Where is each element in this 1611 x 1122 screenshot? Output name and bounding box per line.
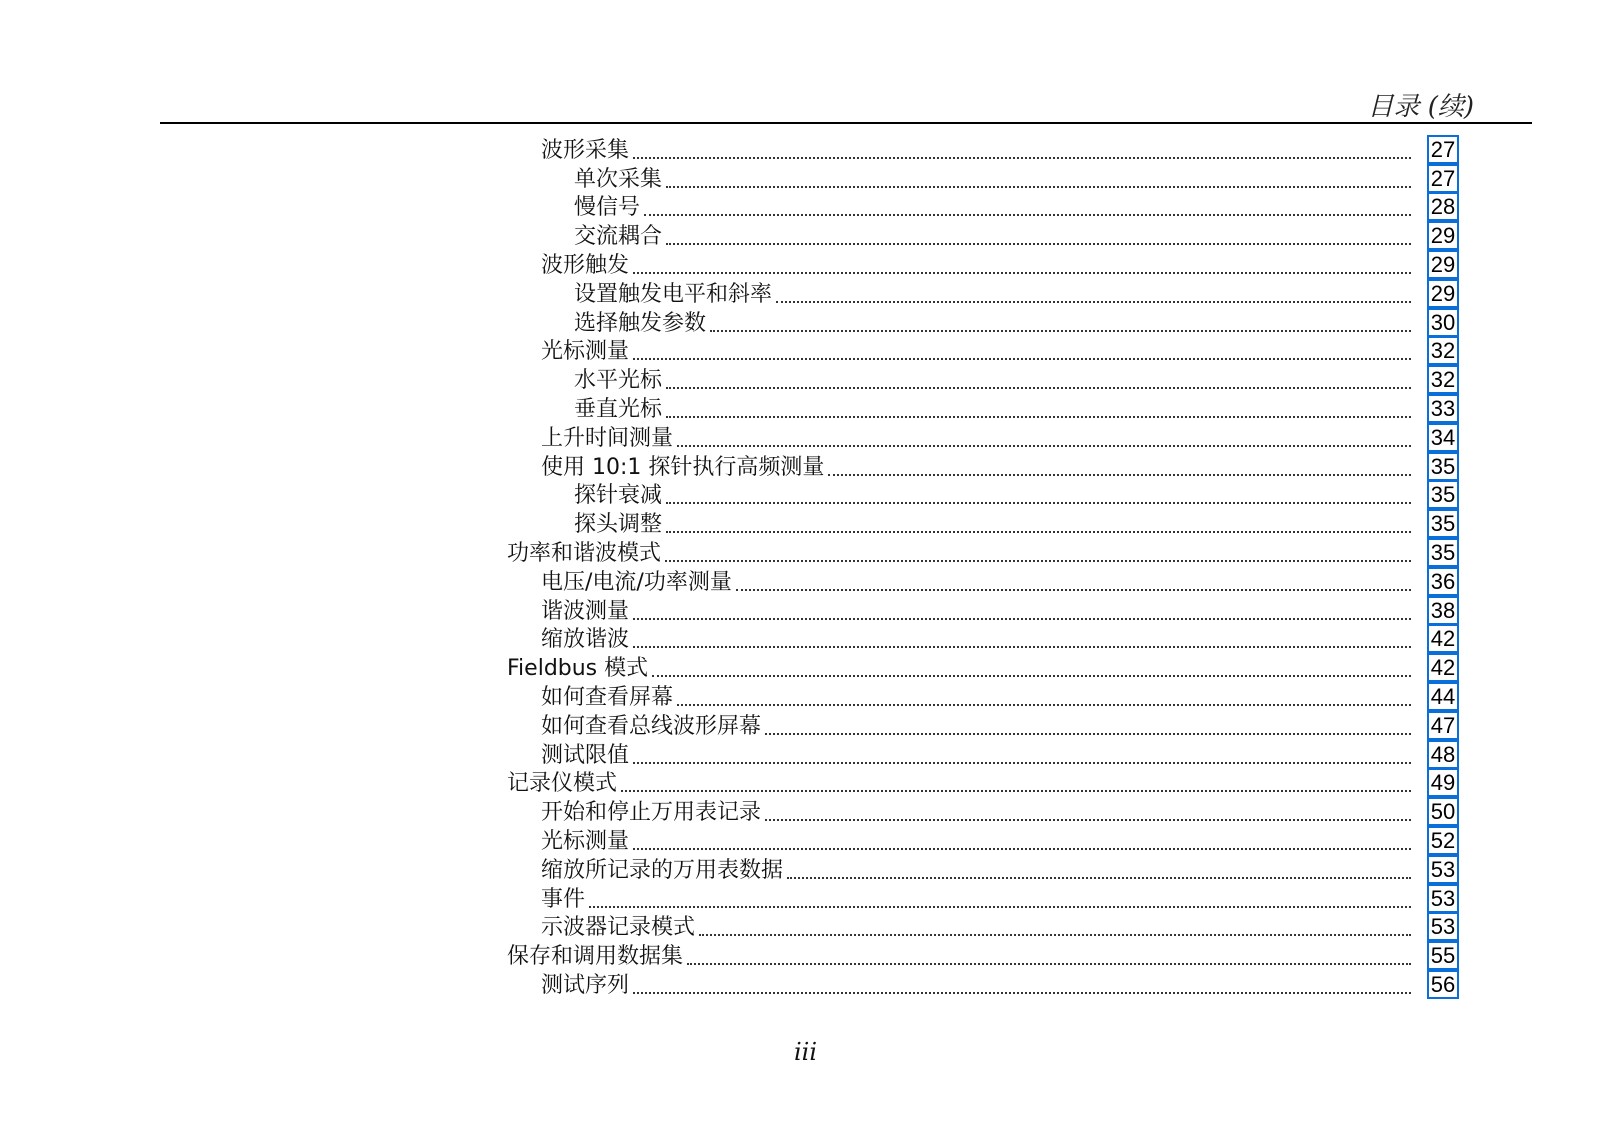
toc-dot-leader xyxy=(699,934,1411,936)
toc-entry-label: 示波器记录模式 xyxy=(541,915,696,941)
toc-entry-label: 探头调整 xyxy=(574,512,663,538)
toc-dot-leader xyxy=(787,877,1411,879)
toc-entry-label: 测试序列 xyxy=(541,972,630,998)
toc-dot-leader xyxy=(666,416,1411,418)
toc-entry[interactable] xyxy=(507,482,1495,511)
toc-page-link[interactable]: 49 xyxy=(1427,768,1459,797)
toc-entry[interactable] xyxy=(507,654,1495,683)
toc-entry-label: 功率和谐波模式 xyxy=(507,540,662,566)
toc-dot-leader xyxy=(652,675,1411,677)
toc-dot-leader xyxy=(666,502,1411,504)
toc-page-link[interactable]: 44 xyxy=(1427,682,1459,711)
toc-entry-label: 波形采集 xyxy=(541,137,630,163)
toc-page-link[interactable]: 53 xyxy=(1427,912,1459,941)
toc-dot-leader xyxy=(589,906,1411,908)
toc-entry[interactable] xyxy=(507,827,1495,856)
toc-page-link[interactable]: 27 xyxy=(1427,135,1459,164)
toc-entry-label: 上升时间测量 xyxy=(541,425,674,451)
toc-dot-leader xyxy=(633,762,1411,764)
toc-dot-leader xyxy=(666,186,1411,188)
toc-page-link[interactable]: 36 xyxy=(1427,567,1459,596)
toc-dot-leader xyxy=(644,214,1411,216)
toc-entry-label: 慢信号 xyxy=(574,195,641,221)
toc-dot-leader xyxy=(621,790,1411,792)
toc-page-link[interactable]: 38 xyxy=(1427,596,1459,625)
toc-page-link[interactable]: 42 xyxy=(1427,653,1459,682)
toc-dot-leader xyxy=(633,646,1411,648)
toc-dot-leader xyxy=(666,243,1411,245)
toc-entry[interactable] xyxy=(507,366,1495,395)
toc-dot-leader xyxy=(765,733,1411,735)
toc-entry-label: 使用 10:1 探针执行高频测量 xyxy=(541,454,825,480)
toc-entry[interactable] xyxy=(507,597,1495,626)
toc-page-link[interactable]: 35 xyxy=(1427,452,1459,481)
toc-entry-label: 开始和停止万用表记录 xyxy=(541,800,762,826)
toc-page-link[interactable]: 56 xyxy=(1427,970,1459,999)
toc-entry[interactable] xyxy=(507,165,1495,194)
toc-page-link[interactable]: 32 xyxy=(1427,365,1459,394)
toc-page-link[interactable]: 53 xyxy=(1427,884,1459,913)
toc-page-link[interactable]: 50 xyxy=(1427,797,1459,826)
toc-entry[interactable] xyxy=(507,309,1495,338)
toc-entry-label: 波形触发 xyxy=(541,252,630,278)
toc-entry[interactable] xyxy=(507,568,1495,597)
toc-dot-leader xyxy=(666,531,1411,533)
toc-page-link[interactable]: 47 xyxy=(1427,711,1459,740)
toc-page-link[interactable]: 53 xyxy=(1427,855,1459,884)
toc-page-link[interactable]: 33 xyxy=(1427,394,1459,423)
toc-page-link[interactable]: 29 xyxy=(1427,221,1459,250)
toc-page-link[interactable]: 48 xyxy=(1427,740,1459,769)
toc-entry-label: 光标测量 xyxy=(541,339,630,365)
toc-entry-label: 探针衰减 xyxy=(574,483,663,509)
toc-dot-leader xyxy=(776,301,1411,303)
toc-entry-label: 缩放所记录的万用表数据 xyxy=(541,857,784,883)
toc-entry[interactable] xyxy=(507,395,1495,424)
toc-entry[interactable] xyxy=(507,798,1495,827)
toc-page-link[interactable]: 35 xyxy=(1427,480,1459,509)
toc-entry-label: 事件 xyxy=(541,886,586,912)
toc-entry[interactable] xyxy=(507,510,1495,539)
toc-entry-label: 如何查看屏幕 xyxy=(541,684,674,710)
toc-entry[interactable] xyxy=(507,280,1495,309)
toc-entry-label: 测试限值 xyxy=(541,742,630,768)
toc-page-link[interactable]: 34 xyxy=(1427,423,1459,452)
toc-entry[interactable] xyxy=(507,136,1495,165)
toc-entry[interactable] xyxy=(507,251,1495,280)
toc-entry[interactable] xyxy=(507,338,1495,367)
toc-dot-leader xyxy=(633,848,1411,850)
toc-entry[interactable] xyxy=(507,194,1495,223)
toc-dot-leader xyxy=(633,157,1411,159)
toc-entry[interactable] xyxy=(507,683,1495,712)
toc-entry-label: 保存和调用数据集 xyxy=(507,944,684,970)
toc-dot-leader xyxy=(665,560,1411,562)
toc-dot-leader xyxy=(633,358,1411,360)
toc-entry[interactable] xyxy=(507,712,1495,741)
toc-dot-leader xyxy=(828,474,1411,476)
toc-page-link[interactable]: 35 xyxy=(1427,509,1459,538)
toc-dot-leader xyxy=(677,445,1411,447)
toc-entry-label: 缩放谐波 xyxy=(541,627,630,653)
toc-entry[interactable] xyxy=(507,222,1495,251)
toc-entry[interactable] xyxy=(507,539,1495,568)
toc-entry-label: 电压/电流/功率测量 xyxy=(541,569,732,595)
toc-page-link[interactable]: 35 xyxy=(1427,538,1459,567)
toc-entry[interactable] xyxy=(507,942,1495,971)
toc-entry[interactable] xyxy=(507,424,1495,453)
toc-entry-label: 水平光标 xyxy=(574,368,663,394)
toc-page-link[interactable]: 52 xyxy=(1427,826,1459,855)
toc-dot-leader xyxy=(677,704,1411,706)
toc-entry-label: Fieldbus 模式 xyxy=(507,656,649,682)
page-header-title: 目录 (续) xyxy=(1367,92,1474,122)
toc-dot-leader xyxy=(633,272,1411,274)
toc-dot-leader xyxy=(687,963,1411,965)
toc-page-link[interactable]: 55 xyxy=(1427,941,1459,970)
table-of-contents xyxy=(507,136,1495,1000)
toc-entry-label: 记录仪模式 xyxy=(507,771,618,797)
toc-entry[interactable] xyxy=(507,856,1495,885)
toc-entry-label: 垂直光标 xyxy=(574,396,663,422)
toc-entry-label: 单次采集 xyxy=(574,166,663,192)
toc-dot-leader xyxy=(666,387,1411,389)
toc-entry-label: 选择触发参数 xyxy=(574,310,707,336)
toc-page-link[interactable]: 27 xyxy=(1427,164,1459,193)
toc-dot-leader xyxy=(633,618,1411,620)
toc-entry-label: 交流耦合 xyxy=(574,224,663,250)
toc-entry[interactable] xyxy=(507,885,1495,914)
toc-entry-label: 如何查看总线波形屏幕 xyxy=(541,713,762,739)
toc-page-link[interactable]: 32 xyxy=(1427,336,1459,365)
toc-page-link[interactable]: 42 xyxy=(1427,624,1459,653)
toc-dot-leader xyxy=(710,330,1411,332)
toc-entry[interactable] xyxy=(507,453,1495,482)
header-divider xyxy=(160,122,1532,124)
toc-page-link[interactable]: 29 xyxy=(1427,279,1459,308)
toc-page-link[interactable]: 30 xyxy=(1427,308,1459,337)
toc-entry[interactable] xyxy=(507,770,1495,799)
toc-page-link[interactable]: 28 xyxy=(1427,192,1459,221)
toc-entry-label: 设置触发电平和斜率 xyxy=(574,281,773,307)
toc-entry[interactable] xyxy=(507,626,1495,655)
toc-entry-label: 光标测量 xyxy=(541,828,630,854)
toc-dot-leader xyxy=(633,992,1411,994)
toc-page-link[interactable]: 29 xyxy=(1427,250,1459,279)
toc-entry[interactable] xyxy=(507,914,1495,943)
page-number: iii xyxy=(793,1038,818,1066)
toc-entry-label: 谐波测量 xyxy=(541,598,630,624)
toc-dot-leader xyxy=(736,589,1411,591)
toc-entry[interactable] xyxy=(507,741,1495,770)
toc-dot-leader xyxy=(765,819,1411,821)
toc-entry[interactable] xyxy=(507,971,1495,1000)
